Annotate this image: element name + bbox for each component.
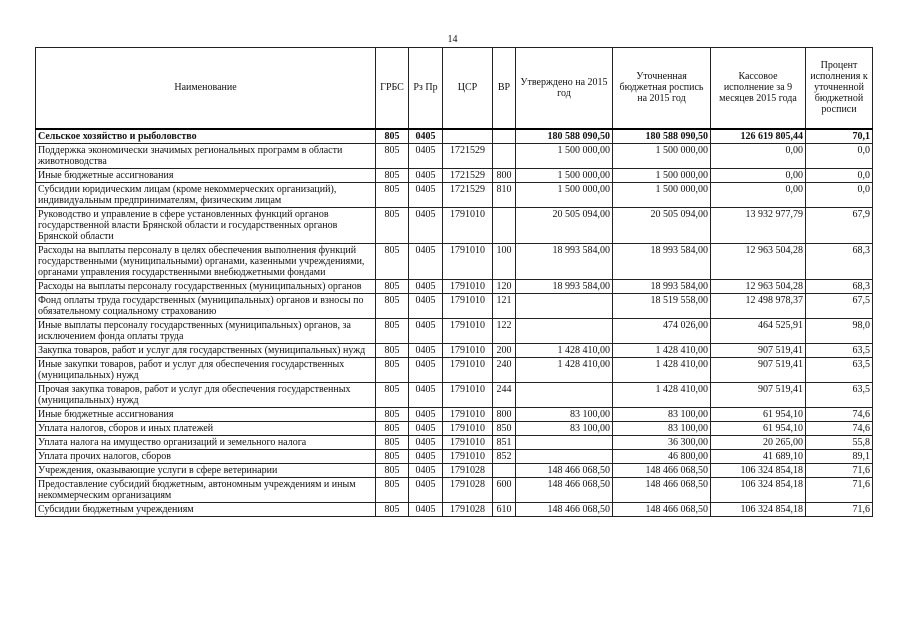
cell-vr: 800 bbox=[493, 407, 516, 421]
cell-rzpr: 0405 bbox=[409, 207, 443, 243]
cell-percent: 70,1 bbox=[806, 129, 873, 144]
cell-cash: 907 519,41 bbox=[711, 357, 806, 382]
cell-rzpr: 0405 bbox=[409, 129, 443, 144]
table-row bbox=[36, 407, 873, 421]
cell-cash: 12 963 504,28 bbox=[711, 279, 806, 293]
cell-approved: 148 466 068,50 bbox=[516, 463, 613, 477]
cell-rzpr: 0405 bbox=[409, 279, 443, 293]
cell-vr: 800 bbox=[493, 168, 516, 182]
cell-grbs: 805 bbox=[376, 421, 409, 435]
cell-percent: 55,8 bbox=[806, 435, 873, 449]
cell-percent: 67,9 bbox=[806, 207, 873, 243]
cell-percent: 63,5 bbox=[806, 343, 873, 357]
table-row bbox=[36, 382, 873, 407]
cell-csr: 1721529 bbox=[443, 168, 493, 182]
cell-percent: 98,0 bbox=[806, 318, 873, 343]
cell-csr: 1791010 bbox=[443, 343, 493, 357]
cell-approved bbox=[516, 435, 613, 449]
cell-cash: 0,00 bbox=[711, 182, 806, 207]
cell-rzpr: 0405 bbox=[409, 449, 443, 463]
cell-cash: 126 619 805,44 bbox=[711, 129, 806, 144]
column-header-rzpr: Рз Пр bbox=[409, 48, 443, 129]
cell-approved: 1 500 000,00 bbox=[516, 168, 613, 182]
cell-approved: 83 100,00 bbox=[516, 421, 613, 435]
cell-csr: 1791028 bbox=[443, 502, 493, 516]
cell-grbs: 805 bbox=[376, 243, 409, 279]
cell-cash: 12 963 504,28 bbox=[711, 243, 806, 279]
cell-rzpr: 0405 bbox=[409, 243, 443, 279]
cell-rzpr: 0405 bbox=[409, 182, 443, 207]
table-row bbox=[36, 435, 873, 449]
cell-vr: 610 bbox=[493, 502, 516, 516]
cell-percent: 67,5 bbox=[806, 293, 873, 318]
table-header-row bbox=[36, 48, 873, 129]
cell-percent: 0,0 bbox=[806, 143, 873, 168]
table-row bbox=[36, 129, 873, 144]
cell-vr: 121 bbox=[493, 293, 516, 318]
table-row bbox=[36, 182, 873, 207]
cell-refined: 180 588 090,50 bbox=[613, 129, 711, 144]
table-row bbox=[36, 143, 873, 168]
table-row bbox=[36, 279, 873, 293]
cell-grbs: 805 bbox=[376, 382, 409, 407]
table-row bbox=[36, 207, 873, 243]
cell-grbs: 805 bbox=[376, 129, 409, 144]
cell-name: Предоставление субсидий бюджетным, автономным учреждениям и иным некоммерческим организациям bbox=[36, 477, 376, 502]
cell-vr: 240 bbox=[493, 357, 516, 382]
cell-refined: 1 500 000,00 bbox=[613, 168, 711, 182]
cell-csr: 1791010 bbox=[443, 435, 493, 449]
table-row bbox=[36, 318, 873, 343]
cell-vr bbox=[493, 143, 516, 168]
cell-name: Руководство и управление в сфере установленных функций органов государственной власти Брянской области и государственных органов Брянской области bbox=[36, 207, 376, 243]
cell-cash: 0,00 bbox=[711, 143, 806, 168]
cell-approved: 83 100,00 bbox=[516, 407, 613, 421]
cell-approved: 1 500 000,00 bbox=[516, 182, 613, 207]
cell-name: Иные выплаты персоналу государственных (муниципальных) органов, за исключением фонда оплаты труда bbox=[36, 318, 376, 343]
cell-vr: 850 bbox=[493, 421, 516, 435]
cell-rzpr: 0405 bbox=[409, 143, 443, 168]
cell-vr: 851 bbox=[493, 435, 516, 449]
cell-approved: 20 505 094,00 bbox=[516, 207, 613, 243]
cell-vr: 120 bbox=[493, 279, 516, 293]
table-row bbox=[36, 343, 873, 357]
cell-grbs: 805 bbox=[376, 407, 409, 421]
cell-csr: 1791010 bbox=[443, 357, 493, 382]
cell-rzpr: 0405 bbox=[409, 382, 443, 407]
cell-percent: 68,3 bbox=[806, 243, 873, 279]
cell-vr: 600 bbox=[493, 477, 516, 502]
cell-percent: 89,1 bbox=[806, 449, 873, 463]
cell-approved: 148 466 068,50 bbox=[516, 477, 613, 502]
cell-name: Прочая закупка товаров, работ и услуг для обеспечения государственных (муниципальных) нужд bbox=[36, 382, 376, 407]
cell-approved: 1 428 410,00 bbox=[516, 357, 613, 382]
column-header-csr: ЦСР bbox=[443, 48, 493, 129]
cell-approved bbox=[516, 318, 613, 343]
cell-vr: 810 bbox=[493, 182, 516, 207]
cell-cash: 12 498 978,37 bbox=[711, 293, 806, 318]
cell-percent: 71,6 bbox=[806, 463, 873, 477]
cell-csr: 1791010 bbox=[443, 318, 493, 343]
cell-csr: 1791010 bbox=[443, 421, 493, 435]
cell-name: Иные закупки товаров, работ и услуг для обеспечения государственных (муниципальных) нужд bbox=[36, 357, 376, 382]
table-row bbox=[36, 293, 873, 318]
cell-cash: 106 324 854,18 bbox=[711, 502, 806, 516]
cell-cash: 41 689,10 bbox=[711, 449, 806, 463]
table-row bbox=[36, 421, 873, 435]
cell-grbs: 805 bbox=[376, 182, 409, 207]
cell-grbs: 805 bbox=[376, 343, 409, 357]
cell-refined: 1 428 410,00 bbox=[613, 382, 711, 407]
cell-csr: 1721529 bbox=[443, 182, 493, 207]
table-row bbox=[36, 463, 873, 477]
table-row bbox=[36, 502, 873, 516]
budget-execution-table bbox=[35, 47, 873, 517]
cell-rzpr: 0405 bbox=[409, 477, 443, 502]
cell-vr: 244 bbox=[493, 382, 516, 407]
cell-name: Иные бюджетные ассигнования bbox=[36, 407, 376, 421]
cell-refined: 148 466 068,50 bbox=[613, 502, 711, 516]
cell-grbs: 805 bbox=[376, 477, 409, 502]
table-row bbox=[36, 449, 873, 463]
cell-percent: 0,0 bbox=[806, 168, 873, 182]
cell-cash: 13 932 977,79 bbox=[711, 207, 806, 243]
cell-rzpr: 0405 bbox=[409, 343, 443, 357]
cell-grbs: 805 bbox=[376, 502, 409, 516]
cell-refined: 20 505 094,00 bbox=[613, 207, 711, 243]
cell-vr: 122 bbox=[493, 318, 516, 343]
cell-cash: 907 519,41 bbox=[711, 343, 806, 357]
cell-cash: 907 519,41 bbox=[711, 382, 806, 407]
page-number: 14 bbox=[447, 34, 458, 45]
cell-refined: 474 026,00 bbox=[613, 318, 711, 343]
cell-rzpr: 0405 bbox=[409, 463, 443, 477]
cell-approved: 1 428 410,00 bbox=[516, 343, 613, 357]
cell-name: Уплата прочих налогов, сборов bbox=[36, 449, 376, 463]
column-header-percent: Процент исполнения к уточненной бюджетной росписи bbox=[806, 48, 873, 129]
cell-csr bbox=[443, 129, 493, 144]
cell-refined: 18 993 584,00 bbox=[613, 243, 711, 279]
cell-percent: 74,6 bbox=[806, 407, 873, 421]
cell-rzpr: 0405 bbox=[409, 435, 443, 449]
cell-csr: 1791010 bbox=[443, 207, 493, 243]
cell-grbs: 805 bbox=[376, 357, 409, 382]
cell-vr: 200 bbox=[493, 343, 516, 357]
cell-vr bbox=[493, 463, 516, 477]
column-header-vr: ВР bbox=[493, 48, 516, 129]
cell-name: Фонд оплаты труда государственных (муниципальных) органов и взносы по обязательному социальному страхованию bbox=[36, 293, 376, 318]
cell-csr: 1721529 bbox=[443, 143, 493, 168]
cell-refined: 1 500 000,00 bbox=[613, 182, 711, 207]
cell-rzpr: 0405 bbox=[409, 357, 443, 382]
cell-grbs: 805 bbox=[376, 449, 409, 463]
cell-approved: 18 993 584,00 bbox=[516, 279, 613, 293]
cell-approved bbox=[516, 382, 613, 407]
cell-refined: 83 100,00 bbox=[613, 407, 711, 421]
table-row bbox=[36, 357, 873, 382]
cell-percent: 74,6 bbox=[806, 421, 873, 435]
column-header-refined: Уточненная бюджетная роспись на 2015 год bbox=[613, 48, 711, 129]
cell-cash: 464 525,91 bbox=[711, 318, 806, 343]
cell-csr: 1791028 bbox=[443, 477, 493, 502]
cell-percent: 0,0 bbox=[806, 182, 873, 207]
table-row bbox=[36, 477, 873, 502]
cell-name: Сельское хозяйство и рыболовство bbox=[36, 129, 376, 144]
cell-grbs: 805 bbox=[376, 318, 409, 343]
cell-grbs: 805 bbox=[376, 293, 409, 318]
cell-name: Учреждения, оказывающие услуги в сфере ветеринарии bbox=[36, 463, 376, 477]
cell-grbs: 805 bbox=[376, 463, 409, 477]
cell-cash: 20 265,00 bbox=[711, 435, 806, 449]
cell-refined: 46 800,00 bbox=[613, 449, 711, 463]
cell-approved: 1 500 000,00 bbox=[516, 143, 613, 168]
cell-approved: 18 993 584,00 bbox=[516, 243, 613, 279]
cell-percent: 63,5 bbox=[806, 357, 873, 382]
cell-name: Иные бюджетные ассигнования bbox=[36, 168, 376, 182]
cell-approved: 148 466 068,50 bbox=[516, 502, 613, 516]
cell-name: Субсидии бюджетным учреждениям bbox=[36, 502, 376, 516]
cell-cash: 61 954,10 bbox=[711, 407, 806, 421]
cell-refined: 83 100,00 bbox=[613, 421, 711, 435]
cell-grbs: 805 bbox=[376, 435, 409, 449]
cell-name: Расходы на выплаты персоналу в целях обеспечения выполнения функций государственными (муниципальными) органами, казенными учреждениями, органами управления государственными внебюджетными фондами bbox=[36, 243, 376, 279]
cell-grbs: 805 bbox=[376, 168, 409, 182]
column-header-approved: Утверждено на 2015 год bbox=[516, 48, 613, 129]
cell-csr: 1791010 bbox=[443, 293, 493, 318]
cell-rzpr: 0405 bbox=[409, 502, 443, 516]
cell-cash: 106 324 854,18 bbox=[711, 463, 806, 477]
cell-approved bbox=[516, 293, 613, 318]
cell-refined: 148 466 068,50 bbox=[613, 463, 711, 477]
cell-approved: 180 588 090,50 bbox=[516, 129, 613, 144]
cell-csr: 1791010 bbox=[443, 279, 493, 293]
column-header-name: Наименование bbox=[36, 48, 376, 129]
cell-name: Уплата налога на имущество организаций и земельного налога bbox=[36, 435, 376, 449]
cell-refined: 1 428 410,00 bbox=[613, 343, 711, 357]
cell-cash: 106 324 854,18 bbox=[711, 477, 806, 502]
cell-vr bbox=[493, 129, 516, 144]
cell-rzpr: 0405 bbox=[409, 318, 443, 343]
cell-percent: 71,6 bbox=[806, 477, 873, 502]
cell-rzpr: 0405 bbox=[409, 293, 443, 318]
cell-name: Субсидии юридическим лицам (кроме некоммерческих организаций), индивидуальным предпринимателям, физическим лицам bbox=[36, 182, 376, 207]
column-header-cash: Кассовое исполнение за 9 месяцев 2015 года bbox=[711, 48, 806, 129]
cell-percent: 71,6 bbox=[806, 502, 873, 516]
cell-refined: 1 428 410,00 bbox=[613, 357, 711, 382]
cell-name: Расходы на выплаты персоналу государственных (муниципальных) органов bbox=[36, 279, 376, 293]
cell-grbs: 805 bbox=[376, 207, 409, 243]
table-row bbox=[36, 168, 873, 182]
cell-csr: 1791010 bbox=[443, 449, 493, 463]
cell-refined: 18 519 558,00 bbox=[613, 293, 711, 318]
cell-name: Уплата налогов, сборов и иных платежей bbox=[36, 421, 376, 435]
table-body bbox=[36, 129, 873, 517]
cell-cash: 61 954,10 bbox=[711, 421, 806, 435]
cell-refined: 1 500 000,00 bbox=[613, 143, 711, 168]
cell-rzpr: 0405 bbox=[409, 421, 443, 435]
cell-refined: 36 300,00 bbox=[613, 435, 711, 449]
cell-csr: 1791010 bbox=[443, 382, 493, 407]
cell-name: Закупка товаров, работ и услуг для государственных (муниципальных) нужд bbox=[36, 343, 376, 357]
cell-approved bbox=[516, 449, 613, 463]
table-row bbox=[36, 243, 873, 279]
cell-vr: 852 bbox=[493, 449, 516, 463]
cell-csr: 1791028 bbox=[443, 463, 493, 477]
cell-vr: 100 bbox=[493, 243, 516, 279]
cell-csr: 1791010 bbox=[443, 407, 493, 421]
cell-percent: 68,3 bbox=[806, 279, 873, 293]
cell-rzpr: 0405 bbox=[409, 168, 443, 182]
cell-cash: 0,00 bbox=[711, 168, 806, 182]
cell-csr: 1791010 bbox=[443, 243, 493, 279]
cell-rzpr: 0405 bbox=[409, 407, 443, 421]
cell-name: Поддержка экономически значимых региональных программ в области животноводства bbox=[36, 143, 376, 168]
column-header-grbs: ГРБС bbox=[376, 48, 409, 129]
cell-vr bbox=[493, 207, 516, 243]
cell-refined: 148 466 068,50 bbox=[613, 477, 711, 502]
cell-refined: 18 993 584,00 bbox=[613, 279, 711, 293]
cell-percent: 63,5 bbox=[806, 382, 873, 407]
cell-grbs: 805 bbox=[376, 143, 409, 168]
cell-grbs: 805 bbox=[376, 279, 409, 293]
